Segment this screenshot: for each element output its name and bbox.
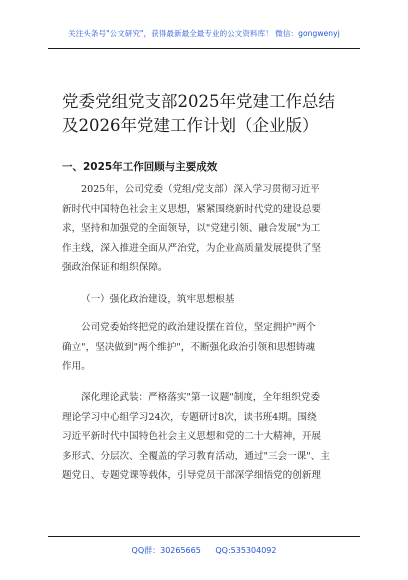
- paragraph-line: 习近平新时代中国特色社会主义思想和党的二十大精神，开展: [62, 431, 322, 443]
- title-line-1: 党委党组党支部2025年党建工作总结: [62, 92, 335, 111]
- title-line-2: 及2026年党建工作计划（企业版）: [62, 116, 319, 135]
- paragraph-line: 作主线，深入推进全面从严治党，为企业高质量发展提供了坚: [62, 242, 322, 254]
- paragraph-line: 2025年，公司党委（党组/党支部）深入学习贯彻习近平: [81, 184, 320, 195]
- paragraph-line: 公司党委始终把党的政治建设摆在首位，坚定拥护"两个: [81, 322, 316, 333]
- paragraph-2: [62, 318, 354, 377]
- header-divider: [48, 48, 360, 49]
- paragraph-line: 强政治保证和组织保障。: [62, 262, 168, 274]
- footer-qq: QQ:535304092: [215, 546, 277, 555]
- paragraph-line: 题党日、专题党课等载体，引导党员干部深学细悟党的创新理: [62, 470, 322, 482]
- paragraph-line: 深化理论武装：严格落实"第一议题"制度，全年组织党委: [81, 392, 321, 403]
- subsection-heading: （一）强化政治建设，筑牢思想根基: [81, 294, 235, 305]
- paragraph-line: 新时代中国特色社会主义思想，紧紧围绕新时代党的建设总要: [62, 203, 322, 215]
- footer-qq-group: QQ群：30265665: [131, 546, 201, 555]
- paragraph-line: 作用。: [62, 361, 91, 373]
- paragraph-line: 求，坚持和加强党的全面领导，以"党建引领、融合发展"为工: [62, 223, 321, 235]
- paragraph-line: 理论学习中心组学习24次，专题研讨8次，读书班4期。围绕: [62, 411, 317, 423]
- footer-divider: [48, 536, 360, 537]
- section-heading: 一、2025年工作回顾与主要成效: [62, 161, 218, 173]
- footer: [0, 545, 408, 556]
- header-note: 关注头条号"公文研究"，获得最新最全最专业的公文资料库！ 微信：gongwenyj: [68, 29, 340, 38]
- paragraph-line: 确立"，坚决做到"两个维护"，不断强化政治引领和思想铸魂: [62, 341, 316, 353]
- document-title: [62, 90, 362, 138]
- paragraph-line: 多形式、分层次、全覆盖的学习教育活动，通过"三会一课"、主: [62, 450, 330, 462]
- paragraph-1: [62, 180, 354, 278]
- paragraph-3: [62, 388, 354, 486]
